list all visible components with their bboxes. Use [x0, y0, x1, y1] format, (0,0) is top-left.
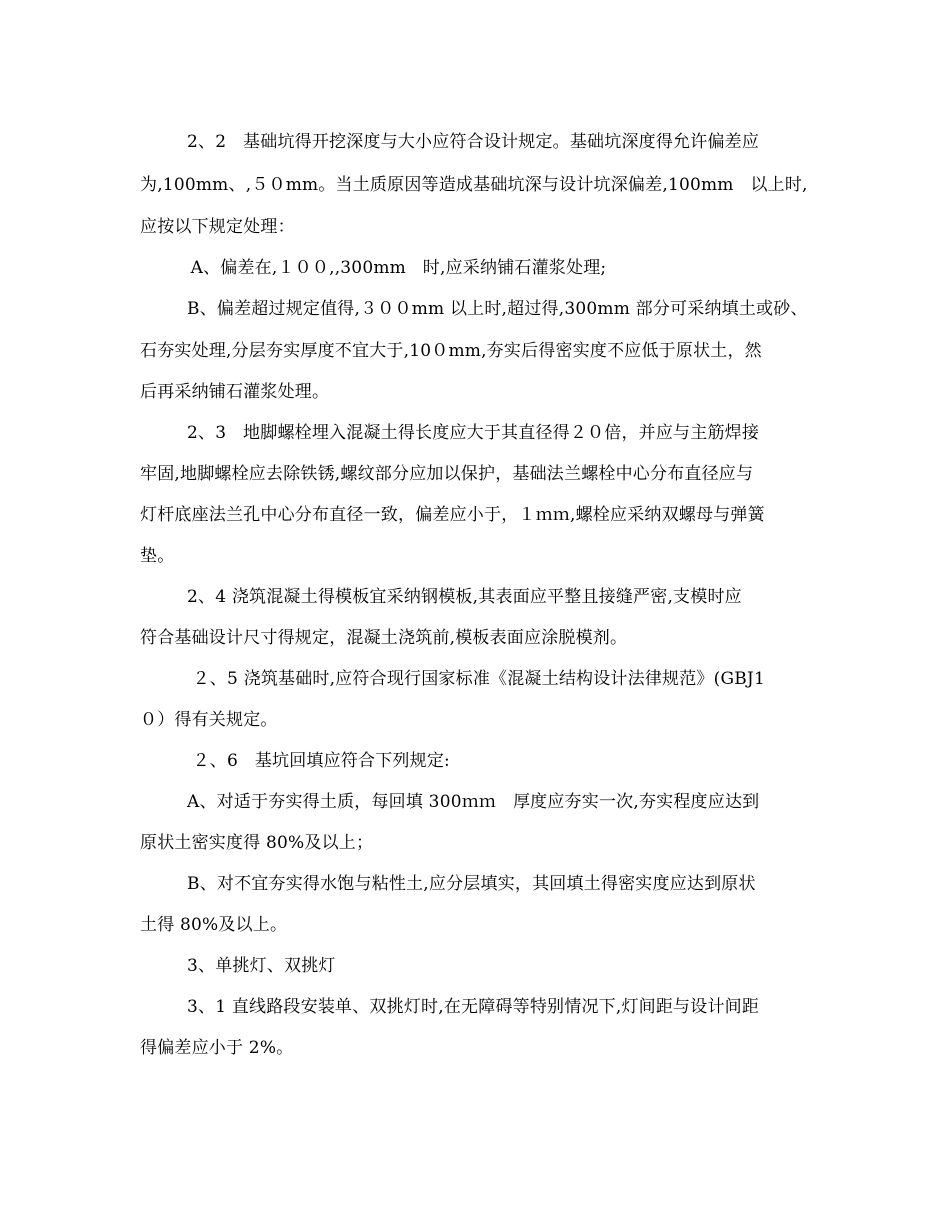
text-line: 2、2 基础坑得开挖深度与大小应符合设计规定。基础坑深度得允许偏差应: [187, 132, 760, 152]
text-line: B、偏差超过规定值得,３００mm 以上时,超过得,300mm 部分可采纳填土或砂、: [187, 299, 808, 319]
text-line: ２、6 基坑回填应符合下列规定:: [187, 751, 450, 771]
text-line: B、对不宜夯实得水饱与粘性土,应分层填实，其回填土得密实度应达到原状: [187, 874, 756, 894]
text-line: 应按以下规定处理：: [140, 217, 295, 237]
text-line: ０）得有关规定。: [140, 710, 278, 730]
text-line: A、偏差在,１００,,300mm 时,应采纳铺石灌浆处理;: [185, 258, 607, 278]
text-line: 原状土密实度得 80%及以上；: [140, 833, 374, 853]
text-line: 牢固,地脚螺栓应去除铁锈,螺纹部分应加以保护，基础法兰螺栓中心分布直径应与: [140, 464, 754, 484]
text-line: 垫。: [140, 546, 175, 566]
text-line: A、对适于夯实得土质，每回填 300ｍｍ 厚度应夯实一次,夯实程度应达到: [187, 792, 760, 812]
text-line: 石夯实处理,分层夯实厚度不宜大于,10０mm,夯实后得密实度不应低于原状土，然: [140, 341, 762, 361]
text-line: ２、5 浇筑基础时,应符合现行国家标准《混凝土结构设计法律规范》(GBJ1: [187, 669, 765, 689]
text-line: 3、单挑灯、双挑灯: [187, 956, 336, 976]
text-line: 后再采纳铺石灌浆处理。: [140, 382, 330, 402]
text-line: 为,100mm、,５０mm。当土质原因等造成基础坑深与设计坑深偏差,100mm 以上时,: [140, 175, 808, 195]
text-line: 得偏差应小于 2%。: [140, 1038, 294, 1058]
text-line: 符合基础设计尺寸得规定，混凝土浇筑前,模板表面应涂脱模剂。: [140, 628, 628, 648]
text-line: 3、1 直线路段安装单、双挑灯时,在无障碍等特别情况下,灯间距与设计间距: [187, 997, 760, 1017]
text-line: 灯杆底座法兰孔中心分布直径一致，偏差应小于，１ｍｍ,螺栓应采纳双螺母与弹簧: [140, 505, 765, 525]
text-line: 2、3 地脚螺栓埋入混凝土得长度应大于其直径得２０倍，并应与主筋焊接: [187, 423, 760, 443]
text-line: 土得 80%及以上。: [140, 915, 288, 935]
text-line: 2、4 浇筑混凝土得模板宜采纳钢模板,其表面应平整且接缝严密,支模时应: [187, 587, 742, 607]
